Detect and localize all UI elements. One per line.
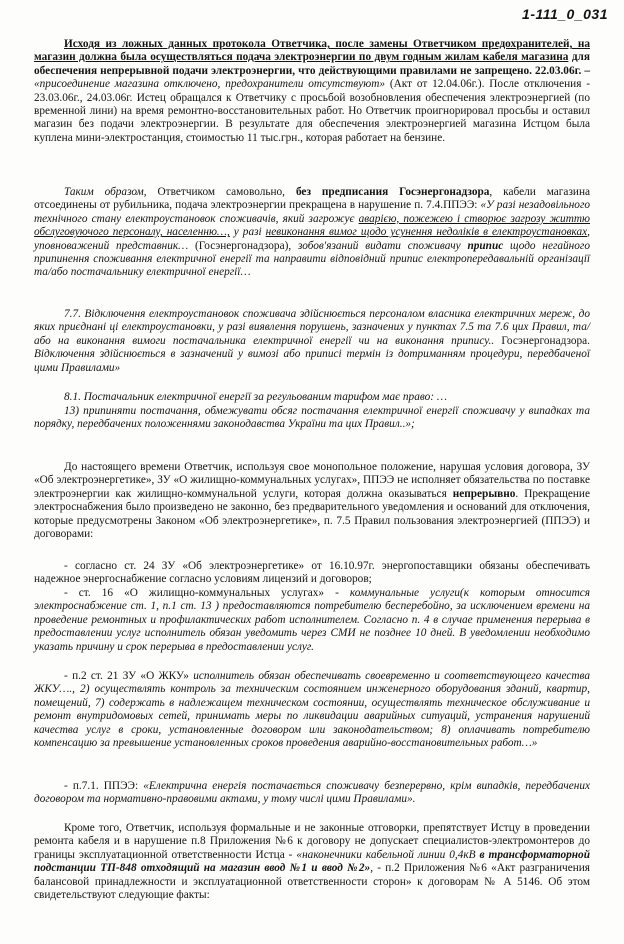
paragraph-2 (34, 186, 590, 280)
p9-italic: исполнитель обязан обеспечивать своевременно и соответствующего качества ЖКУ…., 2) осуществлять контроль за техническим состоянием инженерного оборудования зданий, квартир, помещений, 7) содержать в надлежащем техническом состоянии, осуществлять техническое обслуживание и ремонт внутридомовых сетей, принимать меры по ликвидации аварийных ситуаций, устранения нарушений качества услуг в сроки, установленные договором или законодательством; 8) оплачивать потребителю компенсацию за превышение установленных сроков проведения аварийно-восстановительных работ…» (34, 670, 591, 750)
p11-text-1: Кроме того, Ответчик, используя формальные и не законные отговорки, препятствует Истцу в проведении ремонта кабеля и в нарушение п.8 Приложения №6 к договору не допускает специалистов-электромонтеров до границы эксплуатационной ответственности Истца - (34, 822, 590, 861)
p2-quote-3: , уповноважений представник… (34, 226, 590, 252)
p1-quote: «присоединение магазина отключено, предохранители отсутствуют» (34, 78, 386, 91)
p8-italic: коммунальные услуги(к которым относится электроснабжение ст. 1, п.1 ст. 13 ) предоставляются потребителю бесперебойно, за исключением времени на проведение ремонтных и профилактических работ исполнителем. Согласно п. 4 в случае применения перерыва в предоставлении услуг исполнитель обязан уведомить через СМИ не позднее 10 дней. В уведомлении необходимо указать причину и срок перерыва в предоставлении услуг. (34, 587, 591, 653)
p2-text-3: (Госэнергонадзора), (195, 239, 298, 252)
p11-text-2: , - п.2 Приложения №6 «Акт разграничения балансовой принадлежности и эксплуатационной ответственности сторон» к договорам № А 5146. Об этом свидетельствуют следующие факты: (34, 862, 590, 902)
p2-quote-underlined-1: аварією, пожежею і створює загрозу життю обслуговуючого персоналу, населенню…, (34, 212, 590, 239)
p11-italic: «наконечники кабельной линии 0,4кВ (296, 848, 480, 861)
p2-bold-italic: припис (467, 239, 504, 252)
paragraph-7: - согласно ст. 24 ЗУ «Об электроэнергетике» от 16.10.97г. энергопоставщики обязаны обеспечивать надежное энергоснабжение согласно условиям лицензий и договоров; (34, 560, 590, 586)
paragraph-8 (34, 587, 590, 654)
p2-quote-1: «У разі незадовільного технічного стану електроустановок споживачів, який загрожує (34, 199, 591, 225)
p8-text: - ст. 16 «О жилищно-коммунальных услугах» - (64, 587, 350, 599)
p2-quote-5: щодо негайного припинення споживання електричної енергії та направити відповідний припис електропередавальній організації та/або постачальнику електричної енергії… (34, 239, 590, 279)
p2-text-2: , кабели магазина отсоединены от рубильника, подача электроэнергии прекращена в нарушение п. 7.4.ППЭЭ: (34, 186, 591, 212)
p1-underlined-bold: Исходя из ложных данных протокола Ответчика, после замены Ответчиком предохранителей, на магазин должна была осуществляться подача электроэнергии по двум годным жилам кабеля магазина (34, 38, 590, 64)
p6-text-2: . Прекращение электроснабжения было произведено не законно, без предварительного уведомления и оснований для отключения, которые предусмотрены Законом «Об электроэнергетике», п. 7.5 Правил пользования электроэнергией (ППЭЭ) и договорами: (34, 487, 590, 541)
p10-italic: «Електрична енергія постачається споживачу безперервно, крім випадків, передбачених договором та нормативно-правовими актами, у тому числі цими Правилами». (34, 780, 590, 806)
p2-text-1: , Ответчиком самовольно, (143, 186, 296, 198)
p2-lead: Таким образом (64, 186, 144, 198)
p2-quote-2: у разі (229, 226, 266, 239)
paragraph-9 (34, 670, 590, 750)
p2-bold: без предписания Госэнергонадзора (295, 186, 490, 198)
document-id: 1-111_0_031 (522, 6, 608, 22)
p3-quote-1: 7.7. Відключення електроустановок споживача здійснюється персоналом власника електричних мереж, до яких приєднані ці електроустановки, у разі виявлення порушень, зазначених у пунктах 7.5 та 7.6 цих Правил, та/або на виконання вимоги постачальника електричної енергії чи на виконання припису.. (34, 308, 590, 347)
paragraph-5: 13) припиняти постачання, обмежувати обсяг постачання електричної енергії споживачу у випадках та порядку, передбачених положеннями законодавства України та цих Правил..»; (34, 405, 590, 431)
paragraph-4: 8.1. Постачальник електричної енергії за регульованим тарифом має право: … (64, 391, 447, 403)
p10-text: - п.7.1. ППЭЭ: (64, 780, 144, 792)
p2-quote-4: зобов'язаний видати споживачу (297, 239, 468, 252)
p1-bold: для обеспечения непрерывной подачи электроэнергии, что действующими правилами не запрещено. 22.03.06г. – (34, 51, 590, 77)
p6-text-1: До настоящего времени Ответчик, используя свое монопольное положение, нарушая условия договора, ЗУ «Об электроэнергетике», ЗУ «О жилищно-коммунальных услугах», ППЭЭ не исполняет обязательства по поставке электроэнергии как жилищно-коммунальной услуги, которая должна оказываться (34, 461, 590, 500)
p6-bold: непрерывно (452, 487, 516, 500)
paragraph-10 (34, 780, 590, 807)
p2-quote-underlined-2: невиконання вимог щодо усунення недоліків в електроустановках (265, 226, 588, 239)
paragraph-6 (34, 461, 590, 541)
p1-text: (Акт от 12.04.06г.). После отключения - 23.03.06г., 24.03.06г. Истец обращался к Ответчику с просьбой возобновления обеспечения электроэнергией (по временной лини) на время ремонтно-восстановительных работ. Но Ответчик проигнорировал просьбы и оставил магазин без подачи электроэнергии. В результате для обеспечения электроэнергией магазина Истцом была куплена мини-электростанция, стоимостью 11 тыс.грн., которая работает на бензине. (34, 78, 590, 144)
p3-quote-2: Відключення здійснюється в зазначений у вимозі або приписі термін із дотриманням процедури, передбаченої цими Правилами» (34, 348, 590, 374)
p11-bold-italic: в трансформаторной подстанции ТП-848 отходящий на магазин ввод №1 и ввод №2» (34, 848, 590, 875)
paragraph-11 (34, 822, 590, 902)
p3-text: Госэнергонадзора. (494, 334, 591, 347)
paragraph-3 (34, 308, 590, 375)
paragraph-1 (34, 38, 590, 145)
p9-text: - п.2 ст. 21 ЗУ «О ЖКУ» (64, 670, 194, 682)
